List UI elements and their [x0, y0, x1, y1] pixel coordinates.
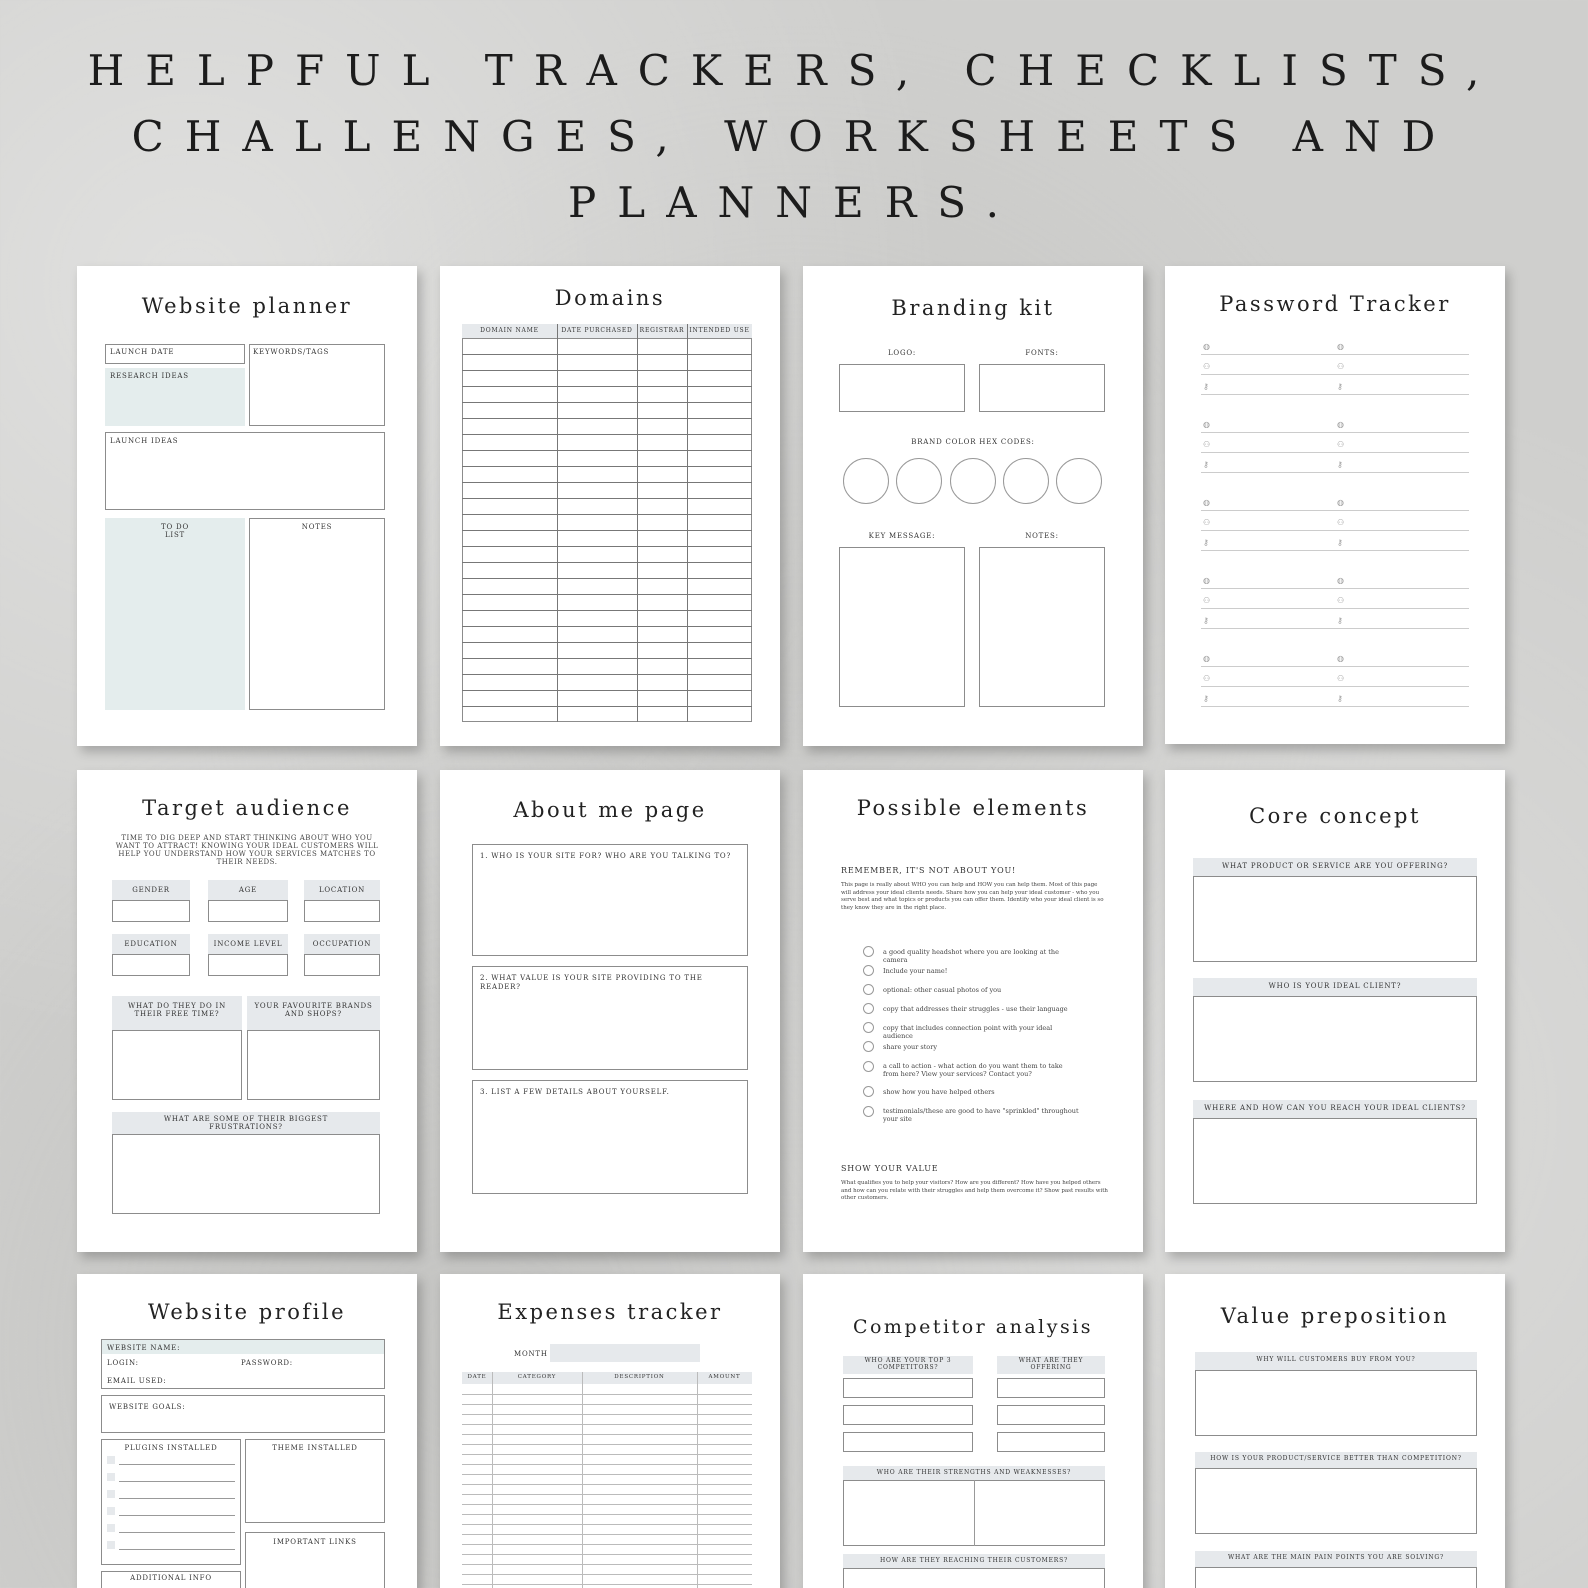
table-row	[462, 594, 752, 595]
offering-field[interactable]	[997, 1378, 1105, 1398]
key-icon: ⚷	[1337, 538, 1343, 547]
table-row	[462, 418, 752, 419]
page-title: Expenses tracker	[497, 1300, 723, 1324]
plugins-label: PLUGINS INSTALLED	[124, 1444, 218, 1452]
table-row[interactable]	[462, 1474, 752, 1475]
key-message-label: KEY MESSAGE:	[868, 532, 936, 540]
value-preposition-page	[1165, 1274, 1505, 1588]
remember-heading: REMEMBER, IT'S NOT ABOUT YOU!	[841, 866, 1017, 875]
checkbox[interactable]	[863, 1106, 874, 1117]
table-row	[462, 626, 752, 627]
password-tracker-page	[1165, 266, 1505, 744]
key-icon: ⚷	[1337, 694, 1343, 703]
q1-box[interactable]	[472, 844, 748, 956]
page-title: About me page	[513, 798, 707, 822]
table-row[interactable]	[462, 1514, 752, 1515]
occupation-field[interactable]	[304, 954, 380, 976]
table-row[interactable]	[462, 1484, 752, 1485]
table-row[interactable]	[462, 1414, 752, 1415]
col-divider	[687, 324, 688, 722]
key-message-box[interactable]	[839, 547, 965, 707]
col-divider	[637, 324, 638, 722]
table-row	[462, 642, 752, 643]
entry-line[interactable]	[1201, 472, 1469, 473]
table-row[interactable]	[462, 1554, 752, 1555]
frustrations-label: WHAT ARE SOME OF THEIR BIGGEST FRUSTRATIONS?	[163, 1115, 329, 1131]
key-icon: ⚷	[1337, 616, 1343, 625]
entry-line[interactable]	[119, 1549, 235, 1550]
entry-line[interactable]	[1201, 666, 1469, 667]
user-icon: ⚇	[1203, 674, 1211, 683]
key-icon: ⚷	[1203, 538, 1209, 547]
checkbox[interactable]	[107, 1490, 115, 1498]
checkbox[interactable]	[863, 1022, 874, 1033]
plugins-box[interactable]	[101, 1439, 241, 1565]
table-row	[462, 402, 752, 403]
table-row[interactable]	[462, 1524, 752, 1525]
additional-label: ADDITIONAL INFO	[130, 1574, 212, 1582]
logo-box[interactable]	[839, 364, 965, 412]
show-value-text: What qualifies you to help your visitors? How are you different? How have you helped others and how can you relate with their struggles and help them overcome it? Show past results with other customers.	[841, 1180, 1108, 1201]
fonts-label: FONTS:	[1025, 349, 1059, 357]
page-title: Branding kit	[891, 296, 1055, 320]
table-row	[462, 498, 752, 499]
possible-elements-page	[803, 770, 1143, 1252]
user-icon: ⚇	[1203, 518, 1211, 527]
q3-box[interactable]	[1195, 1567, 1477, 1588]
table-row	[462, 370, 752, 371]
what-label: WHAT ARE THEY OFFERING	[1018, 1357, 1084, 1371]
table-row[interactable]	[462, 1434, 752, 1435]
competitor-field[interactable]	[843, 1432, 973, 1452]
col-domain-name: DOMAIN NAME	[480, 327, 539, 334]
login-label: LOGIN:	[107, 1359, 139, 1367]
entry-line[interactable]	[1201, 432, 1469, 433]
checkbox[interactable]	[863, 1003, 874, 1014]
user-icon: ⚇	[1203, 440, 1211, 449]
reaching-label: HOW ARE THEY REACHING THEIR CUSTOMERS?	[879, 1557, 1069, 1564]
table-row[interactable]	[462, 1454, 752, 1455]
notes-box[interactable]	[979, 547, 1105, 707]
links-label: IMPORTANT LINKS	[273, 1538, 357, 1546]
headline-line-3: PLANNERS.	[568, 178, 1020, 227]
password-label: PASSWORD:	[241, 1359, 293, 1367]
color-swatch[interactable]	[1003, 458, 1049, 504]
table-row	[462, 690, 752, 691]
globe-icon: ◍	[1337, 420, 1344, 429]
entry-line[interactable]	[1201, 354, 1469, 355]
col-amount: AMOUNT	[708, 1374, 741, 1380]
website-name-label: WEBSITE NAME:	[107, 1344, 181, 1352]
checklist-item: copy that includes connection point with your ideal audience	[883, 1024, 1053, 1040]
q1-label: 1. WHO IS YOUR SITE FOR? WHO ARE YOU TALKING TO?	[480, 852, 732, 860]
col-date-purchased: DATE PURCHASED	[561, 327, 633, 334]
globe-icon: ◍	[1203, 420, 1210, 429]
fonts-box[interactable]	[979, 364, 1105, 412]
page-title: Password Tracker	[1219, 292, 1451, 316]
q3-label: WHAT ARE THE MAIN PAIN POINTS YOU ARE SOLVING?	[1228, 1554, 1444, 1561]
entry-line[interactable]	[1201, 394, 1469, 395]
todo-box[interactable]	[105, 518, 245, 710]
page-title: Target audience	[142, 796, 352, 820]
goals-label: WEBSITE GOALS:	[109, 1403, 186, 1411]
globe-icon: ◍	[1337, 654, 1344, 663]
q2-label: HOW IS YOUR PRODUCT/SERVICE BETTER THAN COMPETITION?	[1210, 1455, 1462, 1462]
checkbox[interactable]	[863, 1086, 874, 1097]
entry-line[interactable]	[1201, 608, 1469, 609]
checklist-item: a good quality headshot where you are looking at the camera	[883, 948, 1059, 964]
table-row	[462, 354, 752, 355]
checklist-item: a call to action - what action do you want them to take from here? View your services? Contact you?	[883, 1062, 1063, 1078]
entry-line[interactable]	[1201, 628, 1469, 629]
key-icon: ⚷	[1337, 460, 1343, 469]
branding-kit-page	[803, 266, 1143, 746]
globe-icon: ◍	[1203, 498, 1210, 507]
key-icon: ⚷	[1203, 460, 1209, 469]
user-icon: ⚇	[1337, 596, 1345, 605]
free-time-label: WHAT DO THEY DO IN THEIR FREE TIME?	[127, 1002, 227, 1018]
table-row	[462, 546, 752, 547]
table-row	[462, 530, 752, 531]
checkbox[interactable]	[863, 1041, 874, 1052]
entry-line[interactable]	[119, 1532, 235, 1533]
checklist-item: optional: other casual photos of you	[883, 986, 1002, 994]
website-profile-page	[77, 1274, 417, 1588]
frustrations-box[interactable]	[112, 1134, 380, 1214]
checkbox[interactable]	[107, 1524, 115, 1532]
q1-label: WHAT PRODUCT OR SERVICE ARE YOU OFFERING?	[1221, 862, 1449, 870]
brands-box[interactable]	[247, 1030, 380, 1100]
table-row[interactable]	[462, 1534, 752, 1535]
theme-label: THEME INSTALLED	[272, 1444, 358, 1452]
checkbox[interactable]	[863, 946, 874, 957]
offering-field[interactable]	[997, 1405, 1105, 1425]
col-intended-use: INTENDED USE	[689, 327, 750, 334]
month-field[interactable]	[550, 1344, 700, 1362]
expenses-tracker-page	[440, 1274, 780, 1588]
competitor-analysis-page	[803, 1274, 1143, 1588]
goals-box[interactable]	[101, 1395, 385, 1433]
launch-date-label: LAUNCH DATE	[110, 348, 175, 356]
page-title: Domains	[554, 286, 666, 310]
headline	[0, 38, 1588, 236]
page-title: Possible elements	[856, 796, 1090, 820]
q2-label: WHO IS YOUR IDEAL CLIENT?	[1268, 982, 1402, 990]
color-swatch[interactable]	[950, 458, 996, 504]
headline-line-2: CHALLENGES, WORKSHEETS AND	[131, 112, 1457, 161]
free-time-box[interactable]	[112, 1030, 242, 1100]
user-icon: ⚇	[1337, 518, 1345, 527]
key-icon: ⚷	[1337, 382, 1343, 391]
target-audience-page	[77, 770, 417, 1252]
location-field[interactable]	[304, 900, 380, 922]
checkbox[interactable]	[863, 984, 874, 995]
page-title: Website planner	[141, 294, 353, 318]
checkbox[interactable]	[863, 965, 874, 976]
table-row	[462, 658, 752, 659]
entry-line[interactable]	[1201, 550, 1469, 551]
q3-box[interactable]	[472, 1080, 748, 1194]
user-icon: ⚇	[1203, 596, 1211, 605]
entry-line[interactable]	[119, 1498, 235, 1499]
entry-line[interactable]	[1201, 452, 1469, 453]
table-row	[462, 450, 752, 451]
entry-line[interactable]	[1201, 686, 1469, 687]
entry-line[interactable]	[119, 1464, 235, 1465]
color-swatch[interactable]	[843, 458, 889, 504]
table-row	[462, 578, 752, 579]
table-row[interactable]	[462, 1394, 752, 1395]
table-row[interactable]	[462, 1544, 752, 1545]
user-icon: ⚇	[1203, 362, 1211, 371]
globe-icon: ◍	[1203, 342, 1210, 351]
checklist-item: Include your name!	[883, 967, 948, 975]
logo-label: LOGO:	[887, 349, 917, 357]
q3-label: 3. LIST A FEW DETAILS ABOUT YOURSELF.	[480, 1088, 670, 1096]
color-swatch[interactable]	[896, 458, 942, 504]
col-divider	[974, 1480, 975, 1546]
globe-icon: ◍	[1337, 576, 1344, 585]
user-icon: ⚇	[1337, 674, 1345, 683]
col-date: DATE	[467, 1374, 487, 1380]
occupation-label: OCCUPATION	[312, 940, 372, 948]
globe-icon: ◍	[1203, 576, 1210, 585]
q2-box[interactable]	[1193, 996, 1477, 1082]
entry-line[interactable]	[119, 1515, 235, 1516]
show-value-heading: SHOW YOUR VALUE	[841, 1164, 939, 1173]
core-concept-page	[1165, 770, 1505, 1252]
entry-line[interactable]	[119, 1481, 235, 1482]
income-label: INCOME LEVEL	[213, 940, 283, 948]
table-row[interactable]	[462, 1464, 752, 1465]
entry-line[interactable]	[1201, 510, 1469, 511]
launch-ideas-label: LAUNCH IDEAS	[110, 437, 179, 445]
education-label: EDUCATION	[124, 940, 178, 948]
checklist-item: copy that addresses their struggles - use their language	[883, 1005, 1068, 1013]
table-row[interactable]	[462, 1494, 752, 1495]
checkbox[interactable]	[107, 1507, 115, 1515]
page-title: Competitor analysis	[852, 1316, 1094, 1338]
checklist-item: testimonials/these are good to have "sprinkled" throughout your site	[883, 1107, 1079, 1123]
intro-text: TIME TO DIG DEEP AND START THINKING ABOUT WHO YOU WANT TO ATTRACT! KNOWING YOUR IDEAL CUSTOMERS WILL HELP YOU UNDERSTAND HOW YOUR SERVICES MATCHES TO THEIR NEEDS.	[115, 834, 379, 866]
table-row	[462, 610, 752, 611]
entry-line[interactable]	[1201, 374, 1469, 375]
todo-label: TO DO LIST	[161, 523, 189, 539]
key-icon: ⚷	[1203, 616, 1209, 625]
user-icon: ⚇	[1337, 440, 1345, 449]
checklist-item: show how you have helped others	[883, 1088, 995, 1096]
globe-icon: ◍	[1203, 654, 1210, 663]
age-field[interactable]	[208, 900, 288, 922]
location-label: LOCATION	[318, 886, 366, 894]
table-row[interactable]	[462, 1504, 752, 1505]
table-row	[462, 482, 752, 483]
keywords-label: KEYWORDS/TAGS	[253, 348, 330, 356]
table-row[interactable]	[462, 1564, 752, 1565]
gender-label: GENDER	[132, 886, 170, 894]
q2-label: 2. WHAT VALUE IS YOUR SITE PROVIDING TO THE READER?	[480, 974, 703, 991]
q1-box[interactable]	[1195, 1370, 1477, 1436]
notes-label: NOTES:	[1025, 532, 1059, 540]
income-field[interactable]	[208, 954, 288, 976]
email-label: EMAIL USED:	[107, 1377, 167, 1385]
notes-label: NOTES	[301, 523, 333, 531]
col-registrar: REGISTRAR	[639, 327, 685, 334]
remember-text: This page is really about WHO you can help and HOW you can help them. Most of this page will address your ideal clients needs. Share how you can help your ideal customer - who you serve best and what topics or products you can offer them. Identify who your ideal client is so they know they are in the right place.	[841, 882, 1104, 911]
table-row	[462, 514, 752, 515]
table-row[interactable]	[462, 1584, 752, 1585]
page-title: Website profile	[147, 1300, 347, 1324]
keywords-box[interactable]	[249, 344, 385, 426]
competitor-field[interactable]	[843, 1378, 973, 1398]
strengths-label: WHO ARE THEIR STRENGTHS AND WEAKNESSES?	[876, 1469, 1072, 1476]
key-icon: ⚷	[1203, 382, 1209, 391]
q3-label: WHERE AND HOW CAN YOU REACH YOUR IDEAL CLIENTS?	[1204, 1104, 1466, 1112]
checkbox[interactable]	[107, 1541, 115, 1549]
page-title: Core concept	[1249, 804, 1421, 828]
checkbox[interactable]	[107, 1456, 115, 1464]
table-row[interactable]	[462, 1404, 752, 1405]
about-me-page	[440, 770, 780, 1252]
website-planner-page	[77, 266, 417, 746]
domains-page	[440, 266, 780, 746]
page-title: Value preposition	[1220, 1304, 1450, 1328]
col-divider	[557, 324, 558, 722]
offering-field[interactable]	[997, 1432, 1105, 1452]
col-description: DESCRIPTION	[614, 1374, 665, 1380]
table-row	[462, 706, 752, 707]
user-icon: ⚇	[1337, 362, 1345, 371]
table-row[interactable]	[462, 1444, 752, 1445]
q3-box[interactable]	[1193, 1118, 1477, 1204]
gender-field[interactable]	[112, 900, 190, 922]
checklist-item: share your story	[883, 1043, 938, 1051]
table-row[interactable]	[462, 1574, 752, 1575]
entry-line[interactable]	[1201, 530, 1469, 531]
reaching-box[interactable]	[843, 1568, 1105, 1588]
table-row	[462, 674, 752, 675]
entry-line[interactable]	[1201, 706, 1469, 707]
q1-box[interactable]	[1193, 876, 1477, 962]
education-field[interactable]	[112, 954, 190, 976]
key-icon: ⚷	[1203, 694, 1209, 703]
entry-line[interactable]	[1201, 588, 1469, 589]
table-row	[462, 466, 752, 467]
q1-label: WHY WILL CUSTOMERS BUY FROM YOU?	[1256, 1356, 1416, 1363]
col-category: CATEGORY	[517, 1374, 557, 1380]
who-label: WHO ARE YOUR TOP 3 COMPETITORS?	[864, 1357, 952, 1371]
month-label: MONTH	[514, 1350, 548, 1358]
headline-line-1: HELPFUL TRACKERS, CHECKLISTS,	[87, 46, 1501, 95]
age-label: AGE	[238, 886, 258, 894]
competitor-field[interactable]	[843, 1405, 973, 1425]
q2-box[interactable]	[1195, 1468, 1477, 1534]
globe-icon: ◍	[1337, 498, 1344, 507]
table-row	[462, 386, 752, 387]
brands-label: YOUR FAVOURITE BRANDS AND SHOPS?	[254, 1002, 373, 1018]
table-row	[462, 434, 752, 435]
table-row[interactable]	[462, 1424, 752, 1425]
research-label: RESEARCH IDEAS	[110, 372, 189, 380]
checkbox[interactable]	[863, 1061, 874, 1072]
checkbox[interactable]	[107, 1473, 115, 1481]
color-swatch[interactable]	[1056, 458, 1102, 504]
table-row	[462, 562, 752, 563]
globe-icon: ◍	[1337, 342, 1344, 351]
notes-box[interactable]	[249, 518, 385, 710]
colors-label: BRAND COLOR HEX CODES:	[911, 438, 1035, 446]
